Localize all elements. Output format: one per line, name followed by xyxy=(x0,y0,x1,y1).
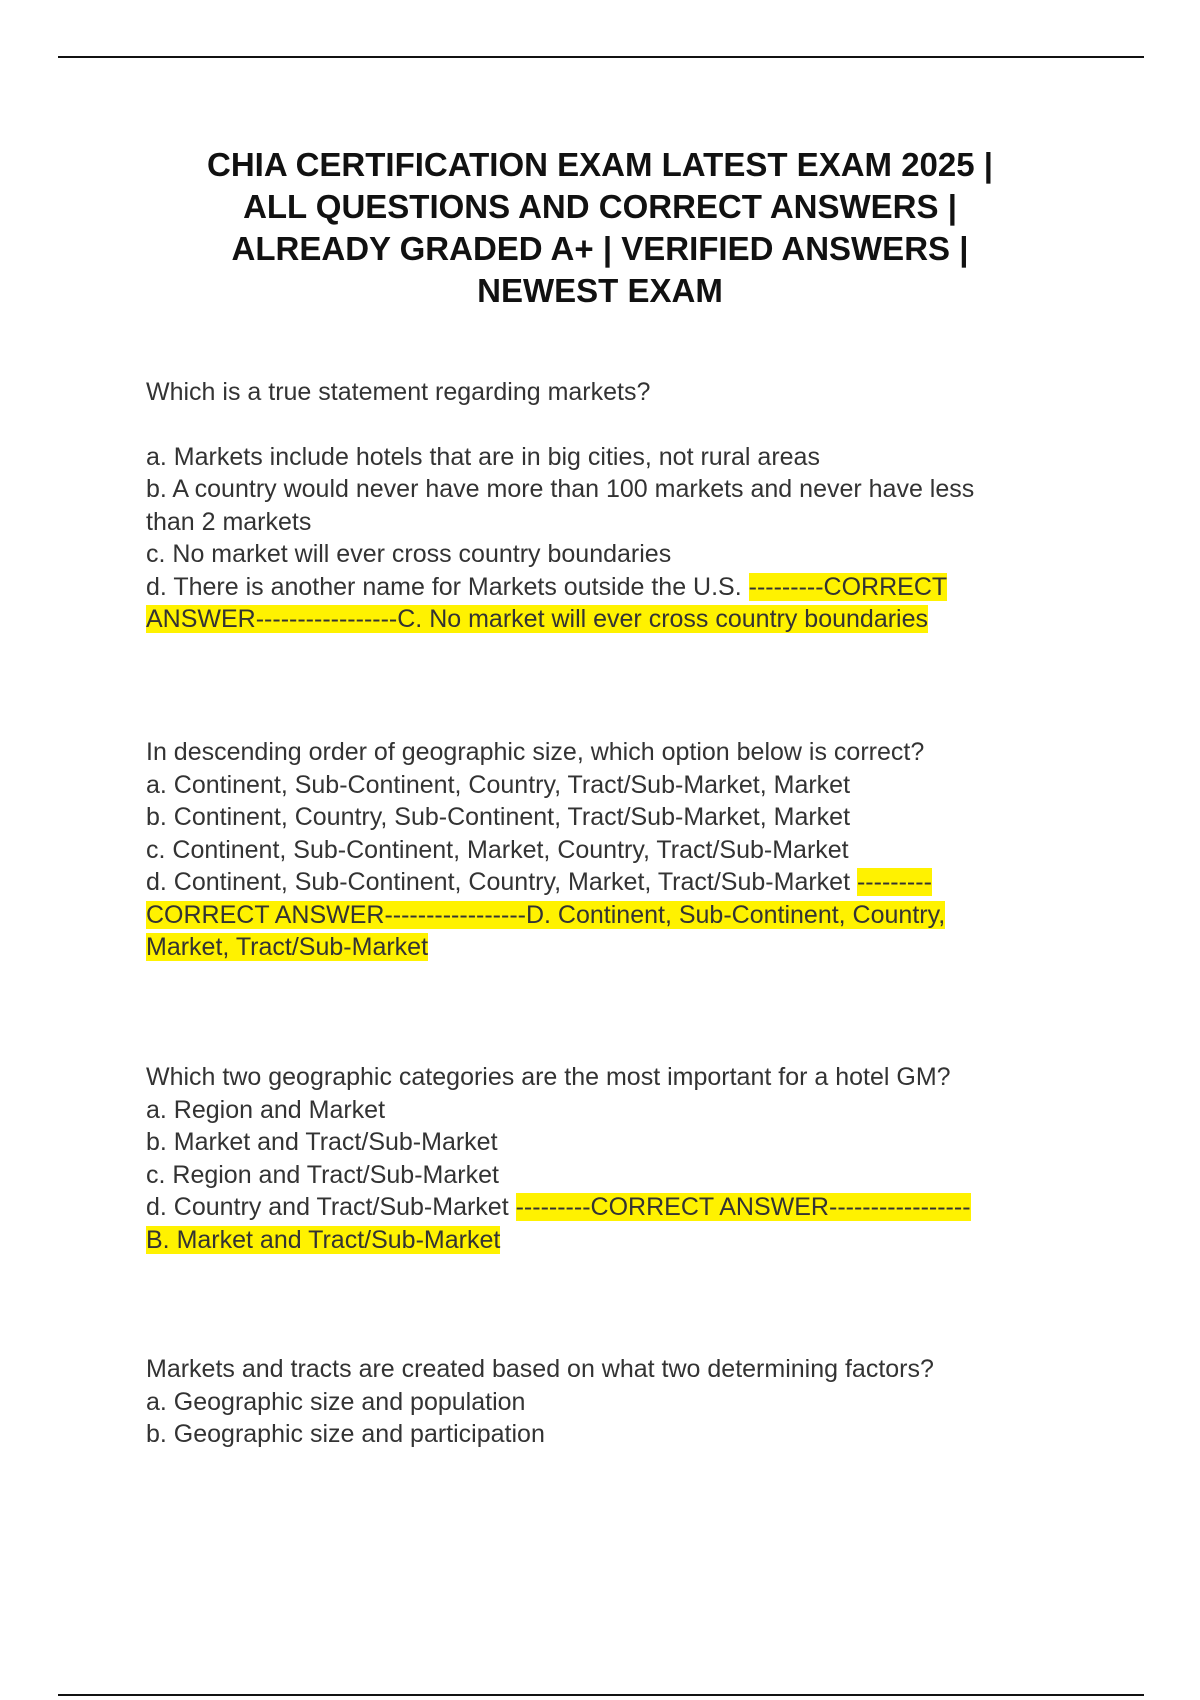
answer-line xyxy=(146,603,1106,636)
option-a: a. Continent, Sub-Continent, Country, Tract/Sub-Market, Market xyxy=(146,770,851,799)
title-line-2: ALL QUESTIONS AND CORRECT ANSWERS | xyxy=(243,188,957,225)
correct-answer-highlight: ANSWER-----------------C. No market will ever cross country boundaries xyxy=(146,605,929,633)
document-title xyxy=(150,144,1050,312)
option-c: c. Continent, Sub-Continent, Market, Country, Tract/Sub-Market xyxy=(146,835,849,864)
answer-line xyxy=(146,1224,1106,1257)
correct-answer-highlight: B. Market and Tract/Sub-Market xyxy=(146,1225,501,1254)
correct-answer-highlight: CORRECT ANSWER-----------------D. Continent, Sub-Continent, Country, xyxy=(146,900,946,929)
correct-answer-highlight: Market, Tract/Sub-Market xyxy=(146,933,429,961)
option-b: b. A country would never have more than 100 markets and never have less xyxy=(146,475,975,503)
question-text: Markets and tracts are created based on what two determining factors? xyxy=(146,1355,934,1383)
correct-answer-highlight: ---------CORRECT xyxy=(748,572,948,601)
question-block-2 xyxy=(146,736,1106,964)
option-b: b. Continent, Country, Sub-Continent, Tract/Sub-Market, Market xyxy=(146,803,851,831)
option-c: c. Region and Tract/Sub-Market xyxy=(146,1160,499,1189)
option-b: b. Market and Tract/Sub-Market xyxy=(146,1128,498,1156)
option-d: d. There is another name for Markets outside the U.S. xyxy=(146,572,749,601)
option-a: a. Geographic size and population xyxy=(146,1387,526,1416)
question-text: Which two geographic categories are the most important for a hotel GM? xyxy=(146,1063,951,1091)
title-line-3: ALREADY GRADED A+ | VERIFIED ANSWERS | xyxy=(231,230,969,267)
question-block-3 xyxy=(146,1061,1106,1256)
title-line-1: CHIA CERTIFICATION EXAM LATEST EXAM 2025 | xyxy=(206,146,994,183)
option-d: d. Country and Tract/Sub-Market xyxy=(146,1193,516,1221)
option-c: c. No market will ever cross country boundaries xyxy=(146,540,672,568)
option-d-line xyxy=(146,571,1106,604)
question-block-4 xyxy=(146,1353,1106,1451)
title-line-4: NEWEST EXAM xyxy=(477,272,723,309)
question-text: Which is a true statement regarding markets? xyxy=(146,378,651,406)
option-b-continued: than 2 markets xyxy=(146,507,312,536)
top-rule xyxy=(58,56,1144,58)
correct-answer-highlight: ---------CORRECT ANSWER----------------- xyxy=(515,1193,971,1221)
option-d-line xyxy=(146,1191,1106,1224)
option-b: b. Geographic size and participation xyxy=(146,1420,545,1448)
option-a: a. Markets include hotels that are in big cities, not rural areas xyxy=(146,442,820,471)
option-d-line xyxy=(146,866,1106,899)
option-d: d. Continent, Sub-Continent, Country, Market, Tract/Sub-Market xyxy=(146,868,857,896)
question-block-1 xyxy=(146,376,1106,636)
question-text: In descending order of geographic size, which option below is correct? xyxy=(146,738,925,766)
option-a: a. Region and Market xyxy=(146,1095,386,1124)
answer-line xyxy=(146,931,1106,964)
answer-line xyxy=(146,899,1106,932)
bottom-rule xyxy=(58,1694,1144,1696)
correct-answer-highlight: --------- xyxy=(856,868,932,896)
